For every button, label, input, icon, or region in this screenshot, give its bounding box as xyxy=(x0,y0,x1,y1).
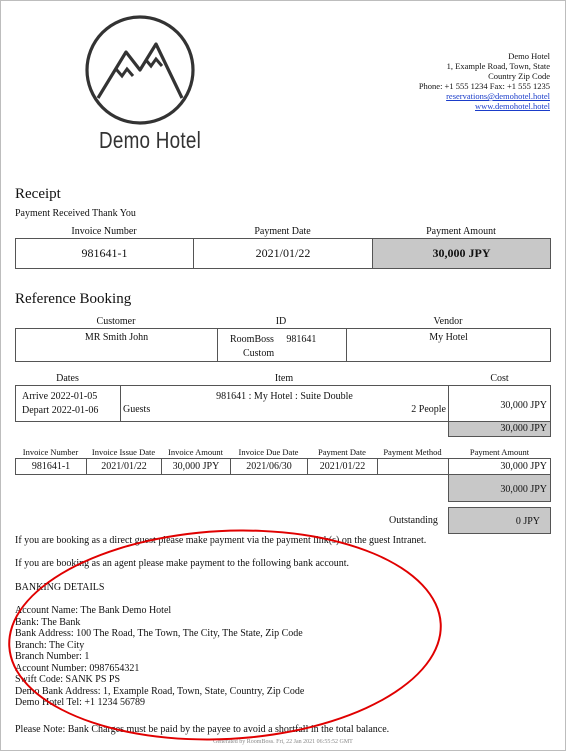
invoice-payment-date: 2021/01/22 xyxy=(319,461,366,472)
receipt-invoice-number-cell xyxy=(15,238,194,269)
bank-name: Bank: The Bank xyxy=(15,616,81,628)
invoice-cell-payment-date xyxy=(307,458,378,475)
items-guests-label: Guests xyxy=(123,404,151,415)
demo-hotel-tel: Demo Hotel Tel: +1 1234 56789 xyxy=(15,697,146,708)
hotel-address-line2: Country Zip Code xyxy=(488,71,550,81)
invoice-payment-method xyxy=(378,459,448,461)
items-depart: Depart 2022-01-06 xyxy=(22,405,99,416)
invoice-header-number: Invoice Number xyxy=(22,447,79,457)
invoice-header-amount: Invoice Amount xyxy=(167,447,223,457)
items-total-cell xyxy=(448,421,551,437)
demo-bank-address: Demo Bank Address: 1, Example Road, Town, State, Country, Zip Code xyxy=(15,685,305,697)
items-header-item: Item xyxy=(274,373,294,384)
outstanding-value: 0 JPY xyxy=(515,516,540,527)
reference-header-vendor: Vendor xyxy=(433,316,463,327)
bank-address: Bank Address: 100 The Road, The Town, The City, The State, Zip Code xyxy=(15,628,303,639)
invoice-header-payment-amount: Payment Amount xyxy=(469,447,530,457)
items-header-dates: Dates xyxy=(56,373,79,384)
items-item: 981641 : My Hotel : Suite Double xyxy=(216,391,353,402)
receipt-header-payment-date: Payment Date xyxy=(254,226,311,237)
invoice-cell-due-date xyxy=(230,458,308,475)
reference-id-line1-row xyxy=(218,329,346,345)
reference-id-number: 981641 xyxy=(286,334,317,345)
receipt-header-invoice-number: Invoice Number xyxy=(71,226,137,237)
items-dates-cell xyxy=(15,385,121,422)
hotel-phone: Phone: +1 555 1234 Fax: +1 555 1235 xyxy=(418,81,550,91)
please-note: Please Note: Bank Charges must be paid by the payee to avoid a shortfall in the total balance. xyxy=(15,724,390,735)
invoice-cell-issue-date xyxy=(86,458,162,475)
invoice-header-payment-date: Payment Date xyxy=(318,447,366,457)
invoice-due-date: 2021/06/30 xyxy=(246,461,292,472)
invoice-total-cell xyxy=(448,474,551,502)
outstanding-label: Outstanding xyxy=(389,515,438,526)
hotel-contact-block xyxy=(419,51,550,111)
reference-id-system: RoomBoss xyxy=(230,334,274,345)
invoice-amount: 30,000 JPY xyxy=(172,461,220,472)
hotel-logo xyxy=(84,14,196,124)
invoice-cell-number xyxy=(15,458,87,475)
reference-vendor: My Hotel xyxy=(429,332,468,343)
receipt-title: Receipt xyxy=(15,186,61,202)
reference-id-cell xyxy=(217,328,347,362)
items-guests-value: 2 People xyxy=(411,404,446,415)
mountain-logo-icon xyxy=(84,14,196,126)
receipt-payment-date: 2021/01/22 xyxy=(255,246,311,260)
reference-id-type: Custom xyxy=(243,348,275,359)
hotel-website-link[interactable]: www.demohotel.hotel xyxy=(475,101,550,111)
outstanding-cell xyxy=(448,507,551,534)
receipt-header-payment-amount: Payment Amount xyxy=(426,226,496,237)
generated-footer: Generated by RoomBoss. Fri, 22 Jan 2021 06:55:52 GMT xyxy=(213,739,353,745)
reference-header-id: ID xyxy=(275,316,287,327)
invoice-header-payment-method: Payment Method xyxy=(383,447,442,457)
reference-customer: MR Smith John xyxy=(84,332,149,343)
bank-swift-code: Swift Code: SANK PS PS xyxy=(15,674,121,685)
items-arrive: Arrive 2022-01-05 xyxy=(22,391,98,402)
items-cost-cell xyxy=(448,385,551,422)
items-total: 30,000 JPY xyxy=(500,423,547,434)
bank-account-name: Account Name: The Bank Demo Hotel xyxy=(15,605,172,616)
reference-header-customer: Customer xyxy=(96,316,136,327)
logo-text: Demo Hotel xyxy=(99,127,202,153)
items-cost: 30,000 JPY xyxy=(500,400,547,411)
banking-details-title: BANKING DETAILS xyxy=(15,582,105,593)
invoice-number: 981641-1 xyxy=(31,461,71,472)
note-direct-guest: If you are booking as a direct guest please make payment via the payment link(s) on the guest Intranet. xyxy=(15,535,427,546)
invoice-issue-date: 2021/01/22 xyxy=(101,461,147,472)
invoice-payment-amount: 30,000 JPY xyxy=(500,461,547,472)
bank-branch-number: Branch Number: 1 xyxy=(15,651,90,662)
bank-branch: Branch: The City xyxy=(15,639,85,651)
invoice-cell-amount xyxy=(161,458,231,475)
bank-account-number: Account Number: 0987654321 xyxy=(15,662,140,674)
hotel-name: Demo Hotel xyxy=(508,51,550,61)
reference-customer-cell xyxy=(15,328,218,362)
note-agent: If you are booking as an agent please make payment to the following bank account. xyxy=(15,558,350,569)
invoice-total: 30,000 JPY xyxy=(500,484,547,495)
receipt-subtitle: Payment Received Thank You xyxy=(15,208,136,219)
invoice-cell-payment-method xyxy=(377,458,449,475)
receipt-invoice-number: 981641-1 xyxy=(81,246,128,260)
invoice-cell-payment-amount xyxy=(448,458,551,475)
hotel-address-line1: 1, Example Road, Town, State xyxy=(446,61,550,71)
items-header-cost: Cost xyxy=(490,373,509,384)
invoice-header-due-date: Invoice Due Date xyxy=(238,447,299,457)
reference-booking-title: Reference Booking xyxy=(15,291,132,307)
invoice-header-issue-date: Invoice Issue Date xyxy=(91,447,156,457)
receipt-payment-amount: 30,000 JPY xyxy=(432,246,491,260)
receipt-payment-date-cell xyxy=(193,238,373,269)
hotel-email-link[interactable]: reservations@demohotel.hotel xyxy=(446,91,550,101)
reference-vendor-cell xyxy=(346,328,551,362)
receipt-payment-amount-cell xyxy=(372,238,551,269)
items-item-cell xyxy=(120,385,449,422)
